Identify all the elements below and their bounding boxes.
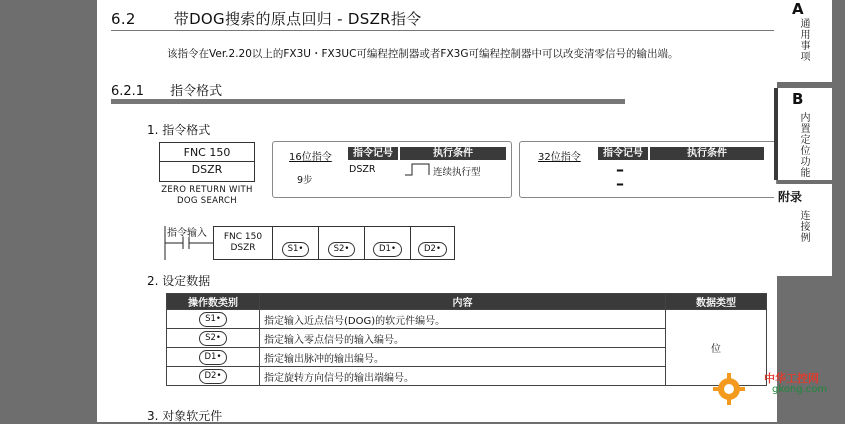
tab-b[interactable]: B 内置定位功能: [774, 88, 832, 180]
section-heading: 6.2 带DOG搜索的原点回归 - DSZR指令: [111, 10, 422, 28]
gear-icon: [712, 372, 746, 406]
operand-s1: S1•: [282, 242, 310, 257]
step-count: 9步: [297, 175, 313, 186]
item2-heading: 2. 设定数据: [147, 274, 211, 288]
table-row: S1• 指定输入近点信号(DOG)的软元件编号。 位: [167, 310, 767, 329]
item1-heading: 1. 指令格式: [147, 123, 211, 137]
ladder-input-label: 指令输入: [167, 228, 207, 239]
setting-data-table: 操作数类别 内容 数据类型 S1• 指定输入近点信号(DOG)的软元件编号。 位 S2• 指定输入零点信号的输入编号。 D1• 指定输出脉冲的输出编号。 D2• 指定旋转方向信号的输出端编号。: [166, 293, 767, 386]
tab-a[interactable]: A 通用事项: [774, 0, 832, 82]
format-32bit-box: 32位指令 指令记号 执行条件 – –: [519, 141, 777, 198]
tab-appendix[interactable]: 附录 连接例: [774, 184, 832, 276]
subsection-heading: 6.2.1 指令格式: [111, 84, 223, 99]
bits-label: 16位指令: [289, 152, 332, 163]
intro-text: 该指令在Ver.2.20以上的FX3U・FX3UC可编程控制器或者FX3G可编程控制器中可以改变清零信号的输出端。: [167, 48, 679, 60]
fnc-caption: ZERO RETURN WITH DOG SEARCH: [161, 185, 253, 206]
continuous-exec-icon: [404, 162, 430, 176]
table-row: D1• 指定输出脉冲的输出编号。: [167, 348, 767, 367]
subsection-rule: [111, 99, 625, 104]
table-row: S2• 指定输入零点信号的输入编号。: [167, 329, 767, 348]
format-16bit-box: 16位指令 指令记号 执行条件 9步 DSZR 连续执行型: [272, 141, 512, 198]
item3-heading: 3. 对象软元件: [147, 409, 223, 423]
operand-d2: D2•: [418, 242, 447, 257]
operand-s2: S2•: [328, 242, 356, 257]
document-page: [97, 0, 777, 422]
ladder-instruction: FNC 150 DSZR S1• S2• D1• D2•: [213, 226, 519, 261]
fnc-symbol-box: FNC 150 DSZR: [159, 142, 255, 182]
data-type-cell: 位: [666, 310, 767, 386]
table-row: D2• 指定旋转方向信号的输出端编号。: [167, 367, 767, 386]
heading-rule: [111, 30, 775, 31]
operand-d1: D1•: [373, 242, 402, 257]
